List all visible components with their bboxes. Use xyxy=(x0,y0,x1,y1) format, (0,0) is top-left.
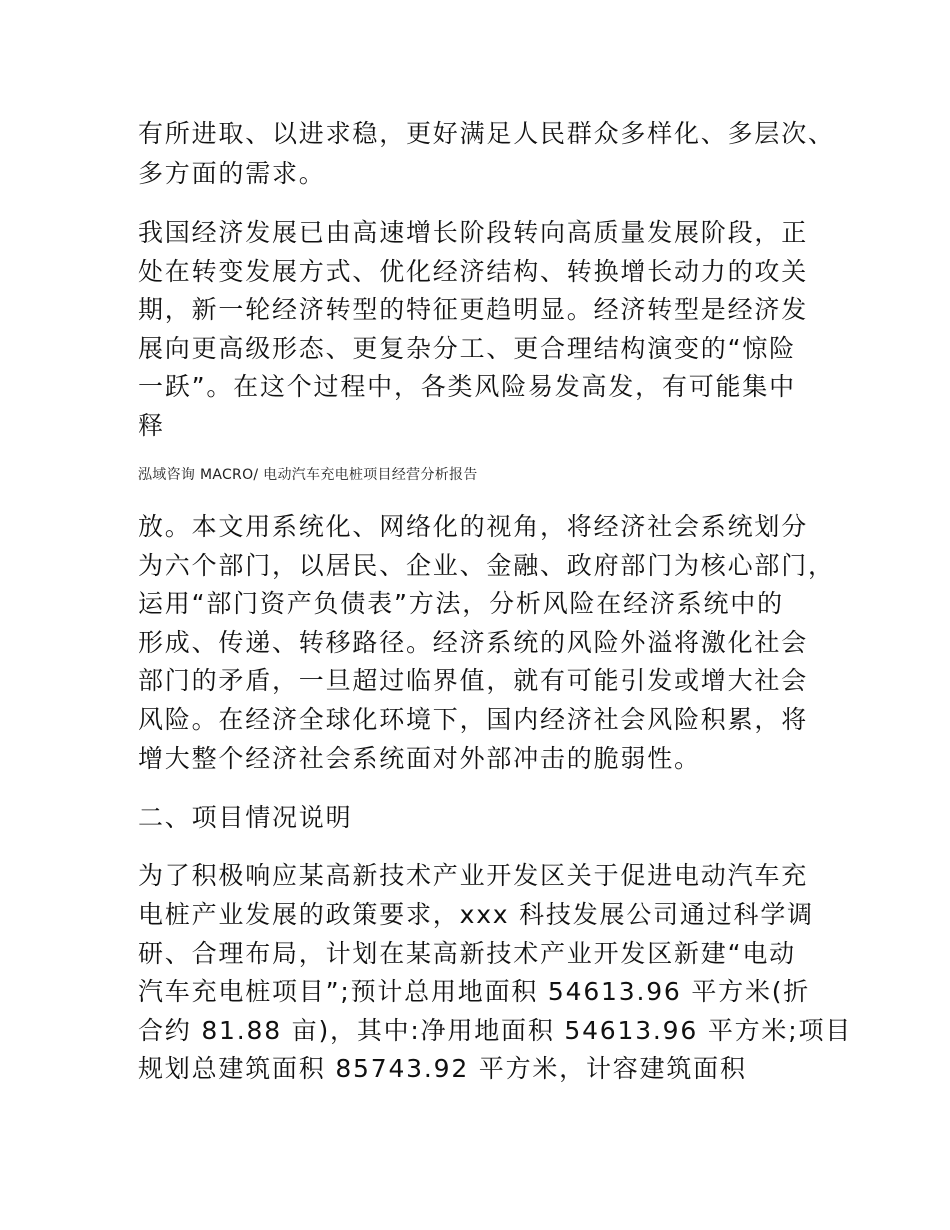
text-line: 我国经济发展已由高速增长阶段转向高质量发展阶段，正 xyxy=(138,218,809,247)
text-line: 多方面的需求。 xyxy=(138,159,326,188)
text-line: 风险。在经济全球化环境下，国内经济社会风险积累，将 xyxy=(138,705,809,734)
text-line: 处在转变发展方式、优化经济结构、转换增长动力的攻关 xyxy=(138,257,809,286)
text-line: 合约 81.88 亩)，其中:净用地面积 54613.96 平方米;项目 xyxy=(138,1016,853,1045)
text-line: 释 xyxy=(138,411,165,440)
text-line: 运用“部门资产负债表”方法，分析风险在经济系统中的 xyxy=(138,589,784,618)
text-line: 规划总建筑面积 85743.92 平方米，计容建筑面积 xyxy=(138,1054,747,1083)
text-line: 增大整个经济社会系统面对外部冲击的脆弱性。 xyxy=(138,744,701,773)
section-heading: 二、项目情况说明 xyxy=(138,803,353,832)
text-line: 部门的矛盾，一旦超过临界值，就有可能引发或增大社会 xyxy=(138,666,809,695)
page-header: 泓域咨询 MACRO/ 电动汽车充电桩项目经营分析报告 xyxy=(138,467,478,483)
text-line: 形成、传递、转移路径。经济系统的风险外溢将激化社会 xyxy=(138,628,809,657)
text-line: 期，新一轮经济转型的特征更趋明显。经济转型是经济发 xyxy=(138,295,809,324)
text-line: 为六个部门，以居民、企业、金融、政府部门为核心部门， xyxy=(138,551,835,580)
text-line: 放。本文用系统化、网络化的视角，将经济社会系统划分 xyxy=(138,512,809,541)
text-line: 展向更高级形态、更复杂分工、更合理结构演变的“惊险 xyxy=(138,334,796,363)
text-line: 有所进取、以进求稳，更好满足人民群众多样化、多层次、 xyxy=(138,119,835,148)
text-line: 汽车充电桩项目”;预计总用地面积 54613.96 平方米(折 xyxy=(138,977,811,1006)
text-line: 一跃”。在这个过程中，各类风险易发高发，有可能集中 xyxy=(138,372,796,401)
text-line: 为了积极响应某高新技术产业开发区关于促进电动汽车充 xyxy=(138,861,809,890)
text-line: 电桩产业发展的政策要求，xxx 科技发展公司通过科学调 xyxy=(138,900,814,929)
text-line: 研、合理布局，计划在某高新技术产业开发区新建“电动 xyxy=(138,939,796,968)
